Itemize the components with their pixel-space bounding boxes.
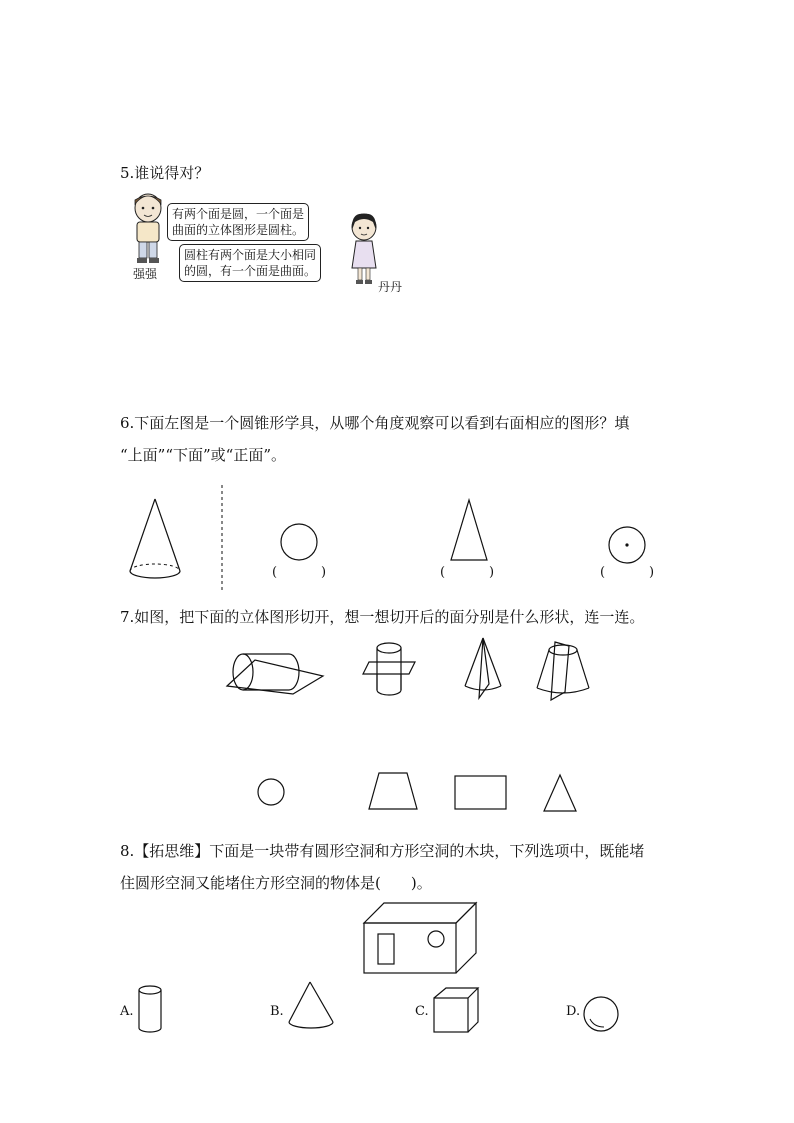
option-c-cube-icon — [432, 986, 482, 1036]
girl-speech-line: 的圆，有一个面是曲面。 — [184, 264, 317, 278]
q6-line1: 6.下面左图是一个圆锥形学具，从哪个角度观察可以看到右面相应的图形？填 — [120, 414, 630, 432]
q7-line1: 7.如图，把下面的立体图形切开，想一想切开后的面分别是什么形状，连一连。 — [120, 608, 645, 626]
q6-line2: “上面”“下面”或“正面”。 — [120, 446, 287, 464]
cone-vertical-cut-icon — [461, 636, 505, 702]
boy-speech-bubble — [167, 203, 309, 241]
boy-figure-icon — [128, 190, 168, 265]
triangle-view-icon — [449, 498, 491, 562]
girl-name: 丹丹 — [378, 280, 403, 294]
option-d-label: D. — [566, 1004, 581, 1019]
blank-1-open: ( — [272, 565, 278, 580]
circle-view-icon — [279, 522, 319, 562]
blank-3-close: ) — [649, 565, 655, 580]
q8-line1: 8.【拓思维】下面是一块带有圆形空洞和方形空洞的木块，下列选项中，既能堵 — [120, 842, 645, 860]
option-c-label: C. — [415, 1004, 429, 1019]
boy-name: 强强 — [133, 267, 158, 281]
q5-title: 5.谁说得对？ — [120, 164, 210, 182]
trapezoid-shape-icon — [367, 771, 419, 811]
triangle-shape-icon — [542, 773, 580, 813]
circle-dot-view-icon — [608, 526, 648, 566]
cone-figure-icon — [126, 495, 186, 585]
q8-line2: 住圆形空洞又能堵住方形空洞的物体是( )。 — [120, 874, 432, 892]
girl-figure-icon — [347, 212, 381, 287]
wooden-block-icon — [362, 901, 478, 975]
rectangle-shape-icon — [454, 775, 508, 811]
circle-shape-icon — [257, 778, 287, 808]
option-b-label: B. — [270, 1004, 284, 1019]
option-b-cone-icon — [287, 980, 337, 1030]
boy-speech-line: 有两个面是圆，一个面是 — [172, 207, 305, 221]
blank-2-open: ( — [440, 565, 446, 580]
option-d-sphere-icon — [582, 995, 622, 1035]
cylinder-vertical-cut-icon — [361, 640, 417, 700]
cylinder-horizontal-cut-icon — [225, 650, 325, 698]
option-a-label: A. — [120, 1004, 134, 1019]
dashed-divider — [220, 485, 224, 591]
frustum-vertical-cut-icon — [535, 636, 591, 702]
boy-speech-line: 曲面的立体图形是圆柱。 — [172, 223, 305, 237]
blank-2-close: ) — [489, 565, 495, 580]
option-a-cylinder-icon — [136, 984, 166, 1034]
girl-speech-bubble — [179, 244, 321, 282]
blank-3-open: ( — [600, 565, 606, 580]
blank-1-close: ) — [321, 565, 327, 580]
girl-speech-line: 圆柱有两个面是大小相同 — [184, 248, 317, 262]
